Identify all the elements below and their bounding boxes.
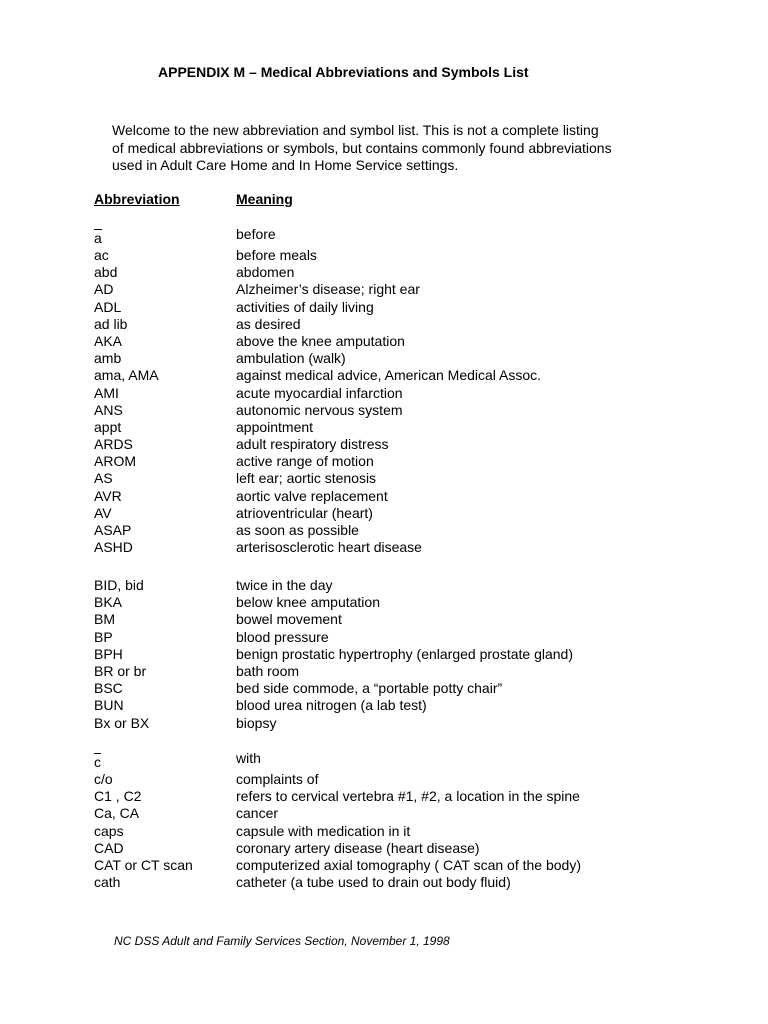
abbreviation-text: ANS	[94, 401, 123, 418]
table-row	[94, 663, 734, 680]
abbreviation-group-c	[94, 750, 734, 891]
abbreviation-text: AV	[94, 504, 112, 521]
table-row	[94, 247, 734, 264]
meaning-cell: cancer	[236, 805, 279, 822]
abbreviation-cell	[94, 470, 113, 487]
meaning-cell: aortic valve replacement	[236, 487, 388, 504]
table-row	[94, 805, 734, 822]
meaning-cell: appointment	[236, 418, 314, 435]
abbreviation-group-a	[94, 226, 734, 556]
meaning-cell: bed side commode, a “portable potty chair”	[236, 680, 503, 697]
abbreviation-text: BUN	[94, 697, 124, 714]
abbreviation-cell	[94, 247, 109, 264]
abbreviation-cell	[94, 752, 101, 773]
meaning-cell: bath room	[236, 662, 300, 679]
table-row	[94, 840, 734, 857]
meaning-cell: activities of daily living	[236, 298, 374, 315]
table-row	[94, 316, 734, 333]
abbreviation-text: Bx or BX	[94, 714, 150, 731]
table-row	[94, 264, 734, 281]
meaning-cell: abdomen	[236, 264, 295, 281]
abbreviation-cell	[94, 680, 123, 697]
meaning-cell: computerized axial tomography ( CAT scan of the body)	[236, 856, 581, 873]
abbreviation-cell	[94, 611, 115, 628]
abbreviation-text: ASHD	[94, 539, 133, 556]
abbreviation-text: BR or br	[94, 662, 147, 679]
abbreviation-cell	[94, 522, 131, 539]
intro-paragraph	[112, 122, 672, 175]
table-row	[94, 385, 734, 402]
abbreviation-cell	[94, 505, 112, 522]
abbreviation-text: C1 , C2	[94, 788, 142, 805]
table-row	[94, 453, 734, 470]
abbreviation-text: BSC	[94, 680, 123, 697]
abbreviation-text: ac	[94, 247, 109, 263]
abbreviation-cell	[94, 629, 113, 646]
abbreviation-text: AD	[94, 281, 114, 298]
abbreviation-text: CAT or CT scan	[94, 856, 193, 873]
abbreviation-text: BKA	[94, 594, 123, 611]
meaning-cell: biopsy	[236, 714, 277, 731]
meaning-cell: capsule with medication in it	[236, 822, 411, 839]
abbreviation-cell	[94, 367, 159, 384]
abbreviation-text: BP	[94, 628, 113, 645]
abbreviation-text: BPH	[94, 645, 123, 662]
abbreviation-text: ADL	[94, 298, 122, 315]
abbreviation-cell	[94, 663, 146, 680]
meaning-column-header: Meaning	[236, 191, 293, 207]
abbreviation-cell	[94, 697, 124, 714]
meaning-cell: below knee amputation	[236, 594, 380, 611]
table-row	[94, 577, 734, 594]
table-row	[94, 226, 734, 247]
table-row	[94, 299, 734, 316]
table-row	[94, 680, 734, 697]
table-row	[94, 788, 734, 805]
abbreviation-text: ARDS	[94, 436, 133, 453]
abbreviation-text: AS	[94, 470, 113, 487]
abbreviation-cell	[94, 228, 102, 249]
abbreviation-cell	[94, 594, 122, 611]
table-row	[94, 522, 734, 539]
abbreviation-group-b	[94, 577, 734, 732]
abbreviation-text: appt	[94, 418, 122, 435]
table-row	[94, 367, 734, 384]
table-row	[94, 611, 734, 628]
abbreviation-cell	[94, 874, 120, 891]
table-row	[94, 629, 734, 646]
meaning-cell: before	[236, 226, 276, 242]
table-row	[94, 470, 734, 487]
abbreviation-text: cath	[94, 874, 121, 891]
meaning-cell: blood pressure	[236, 628, 329, 645]
abbreviation-cell	[94, 577, 144, 594]
meaning-cell: catheter (a tube used to drain out body fluid)	[236, 874, 511, 891]
abbreviation-text: a	[94, 230, 102, 246]
abbreviation-cell	[94, 646, 123, 663]
abbreviation-cell	[94, 840, 124, 857]
meaning-cell: active range of motion	[236, 453, 374, 470]
intro-line: Welcome to the new abbreviation and symbol list. This is not a complete listing	[112, 122, 599, 138]
abbreviation-text: ad lib	[94, 315, 128, 332]
table-row	[94, 488, 734, 505]
abbreviation-text: CAD	[94, 839, 124, 856]
table-row	[94, 281, 734, 298]
meaning-cell: arterisosclerotic heart disease	[236, 539, 422, 556]
meaning-cell: left ear; aortic stenosis	[236, 470, 377, 487]
table-row	[94, 697, 734, 714]
abbreviation-text: ama, AMA	[94, 367, 159, 384]
abbreviation-cell	[94, 436, 133, 453]
table-row	[94, 750, 734, 771]
abbreviation-cell	[94, 823, 124, 840]
meaning-cell: as desired	[236, 315, 301, 332]
abbreviation-text: AVR	[94, 487, 122, 504]
meaning-cell: autonomic nervous system	[236, 401, 403, 418]
abbreviation-column-header: Abbreviation	[94, 191, 180, 207]
abbreviation-cell	[94, 788, 141, 805]
abbreviation-text: amb	[94, 350, 122, 367]
table-row	[94, 715, 734, 732]
abbreviation-cell	[94, 488, 122, 505]
abbreviation-cell	[94, 419, 121, 436]
abbreviation-text: AROM	[94, 453, 136, 470]
meaning-cell: ambulation (walk)	[236, 350, 346, 367]
table-row	[94, 436, 734, 453]
abbreviation-text: Ca, CA	[94, 805, 140, 822]
meaning-cell: bowel movement	[236, 611, 342, 628]
meaning-cell: coronary artery disease (heart disease)	[236, 839, 480, 856]
abbreviation-text: ASAP	[94, 522, 132, 538]
abbreviation-cell	[94, 385, 119, 402]
abbreviation-cell	[94, 453, 136, 470]
meaning-cell: blood urea nitrogen (a lab test)	[236, 697, 427, 714]
abbreviation-text: AMI	[94, 384, 119, 401]
abbreviation-cell	[94, 402, 123, 419]
abbreviation-text: AKA	[94, 332, 123, 349]
abbreviation-text: BID, bid	[94, 577, 144, 593]
table-row	[94, 646, 734, 663]
table-row	[94, 823, 734, 840]
table-row	[94, 771, 734, 788]
meaning-cell: complaints of	[236, 771, 319, 787]
table-row	[94, 874, 734, 891]
abbreviation-cell	[94, 333, 122, 350]
abbreviation-cell	[94, 539, 133, 556]
table-row	[94, 594, 734, 611]
intro-line: used in Adult Care Home and In Home Service settings.	[112, 157, 459, 173]
meaning-cell: as soon as possible	[236, 522, 359, 538]
abbreviation-cell	[94, 857, 193, 874]
intro-line: of medical abbreviations or symbols, but contains commonly found abbreviations	[112, 139, 612, 156]
table-row	[94, 350, 734, 367]
abbreviation-text: c/o	[94, 771, 113, 787]
meaning-cell: adult respiratory distress	[236, 436, 389, 453]
abbreviation-cell	[94, 281, 113, 298]
page-title: APPENDIX M – Medical Abbreviations and Symbols List	[158, 64, 529, 80]
abbreviation-cell	[94, 715, 149, 732]
abbreviation-text: abd	[94, 264, 118, 281]
meaning-cell: twice in the day	[236, 577, 333, 593]
table-row	[94, 857, 734, 874]
table-row	[94, 402, 734, 419]
meaning-cell: against medical advice, American Medical Assoc.	[236, 367, 542, 384]
meaning-cell: before meals	[236, 247, 317, 263]
meaning-cell: refers to cervical vertebra #1, #2, a location in the spine	[236, 788, 580, 805]
meaning-cell: Alzheimer’s disease; right ear	[236, 281, 420, 298]
meaning-cell: acute myocardial infarction	[236, 384, 403, 401]
abbreviation-cell	[94, 805, 139, 822]
meaning-cell: with	[236, 750, 261, 766]
meaning-cell: atrioventricular (heart)	[236, 504, 373, 521]
abbreviation-cell	[94, 299, 121, 316]
abbreviation-cell	[94, 264, 117, 281]
meaning-cell: above the knee amputation	[236, 332, 405, 349]
abbreviation-cell	[94, 316, 127, 333]
table-row	[94, 505, 734, 522]
meaning-cell: benign prostatic hypertrophy (enlarged prostate gland)	[236, 645, 573, 662]
abbreviation-text: c	[94, 754, 101, 770]
abbreviation-cell	[94, 350, 121, 367]
table-row	[94, 333, 734, 350]
page-footer: NC DSS Adult and Family Services Section, November 1, 1998	[114, 934, 450, 948]
abbreviation-text: caps	[94, 822, 124, 839]
abbreviation-cell	[94, 771, 113, 788]
abbreviation-text: BM	[94, 611, 115, 628]
table-row	[94, 539, 734, 556]
table-row	[94, 419, 734, 436]
